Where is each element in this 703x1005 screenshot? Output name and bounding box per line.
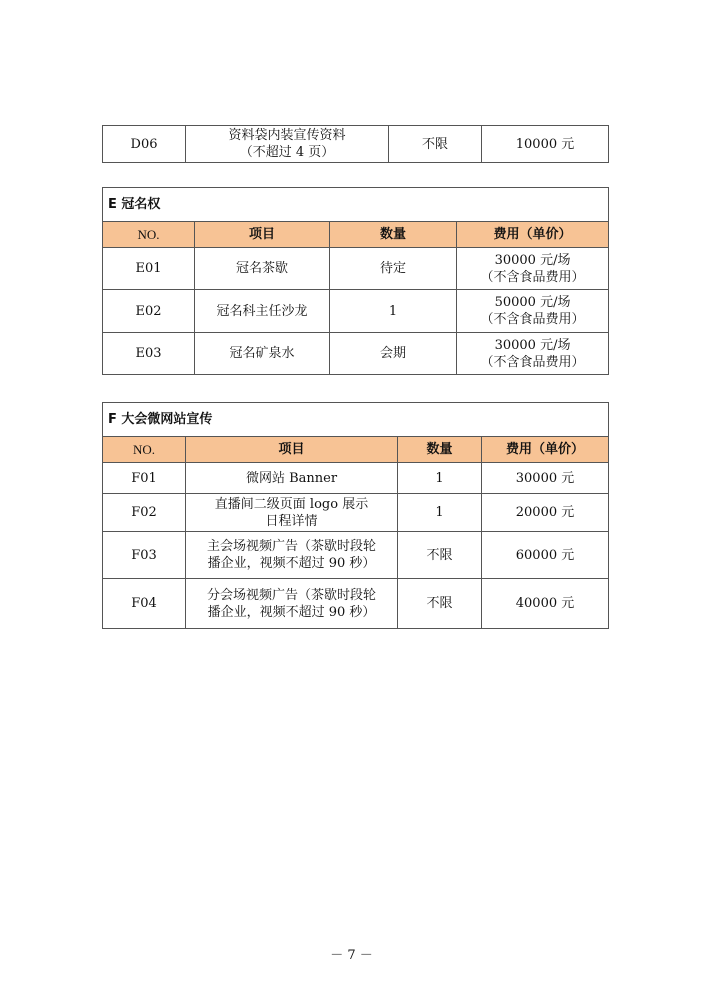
row-item [186, 532, 398, 579]
row-item: 微网站 Banner [186, 463, 398, 494]
row-item [186, 579, 398, 629]
header-price: 费用（单价） [457, 222, 609, 248]
price-line-1: 30000 元/场 [494, 252, 571, 268]
row-qty: 1 [330, 290, 457, 333]
header-item: 项目 [186, 437, 398, 463]
row-item [186, 126, 389, 163]
table-e-naming-rights [102, 187, 609, 375]
item-line-2: 播企业，视频不超过 90 秒） [207, 604, 376, 620]
item-line-1: 分会场视频广告（茶歇时段轮 [206, 587, 376, 603]
table-row [103, 532, 609, 579]
table-row [103, 494, 609, 532]
row-price [457, 333, 609, 375]
row-price: 60000 元 [482, 532, 609, 579]
item-line-2: （不超过 4 页） [239, 145, 335, 160]
row-no: E02 [103, 290, 195, 333]
row-item: 冠名矿泉水 [195, 333, 330, 375]
table-d-continuation [102, 125, 609, 163]
row-qty: 不限 [398, 532, 482, 579]
price-line-1: 30000 元/场 [494, 337, 571, 353]
price-line-2: （不含食品费用） [480, 312, 585, 327]
row-price [457, 290, 609, 333]
table-row [103, 579, 609, 629]
row-price: 30000 元 [482, 463, 609, 494]
page-number: － 7 － [330, 948, 373, 963]
row-no: F03 [103, 532, 186, 579]
table-row [103, 463, 609, 494]
row-price: 40000 元 [482, 579, 609, 629]
header-price: 费用（单价） [482, 437, 609, 463]
row-qty: 不限 [398, 579, 482, 629]
item-line-2: 播企业，视频不超过 90 秒） [207, 556, 376, 571]
row-qty: 1 [398, 494, 482, 532]
row-price: 20000 元 [482, 494, 609, 532]
header-qty: 数量 [398, 437, 482, 463]
row-price [457, 248, 609, 290]
item-line-1: 主会场视频广告（茶歇时段轮 [206, 539, 376, 554]
section-title: E 冠名权 [103, 188, 609, 222]
table-row [103, 290, 609, 333]
table-row [103, 248, 609, 290]
section-title: F 大会微网站宣传 [103, 403, 609, 437]
table-f-microsite-promotion [102, 402, 609, 629]
price-line-2: （不含食品费用） [480, 269, 585, 285]
table-header-row [103, 437, 609, 463]
row-no: F04 [103, 579, 186, 629]
row-qty: 会期 [330, 333, 457, 375]
row-qty: 待定 [330, 248, 457, 290]
header-no: NO. [103, 437, 186, 463]
price-line-1: 50000 元/场 [494, 295, 571, 310]
row-item [186, 494, 398, 532]
price-line-2: （不含食品费用） [480, 354, 585, 370]
row-item: 冠名科主任沙龙 [195, 290, 330, 333]
row-no: F01 [103, 463, 186, 494]
item-line-2: 日程详情 [265, 513, 318, 529]
item-line-1: 直播间二级页面 logo 展示 [214, 496, 369, 512]
header-qty: 数量 [330, 222, 457, 248]
item-line-1: 资料袋内装宣传资料 [228, 128, 346, 143]
header-item: 项目 [195, 222, 330, 248]
row-qty: 不限 [389, 126, 482, 163]
row-no: F02 [103, 494, 186, 532]
row-no: E03 [103, 333, 195, 375]
table-header-row [103, 222, 609, 248]
table-row [103, 126, 609, 163]
row-no: D06 [103, 126, 186, 163]
table-row [103, 333, 609, 375]
row-price: 10000 元 [482, 126, 609, 163]
row-qty: 1 [398, 463, 482, 494]
header-no: NO. [103, 222, 195, 248]
row-item: 冠名茶歇 [195, 248, 330, 290]
row-no: E01 [103, 248, 195, 290]
